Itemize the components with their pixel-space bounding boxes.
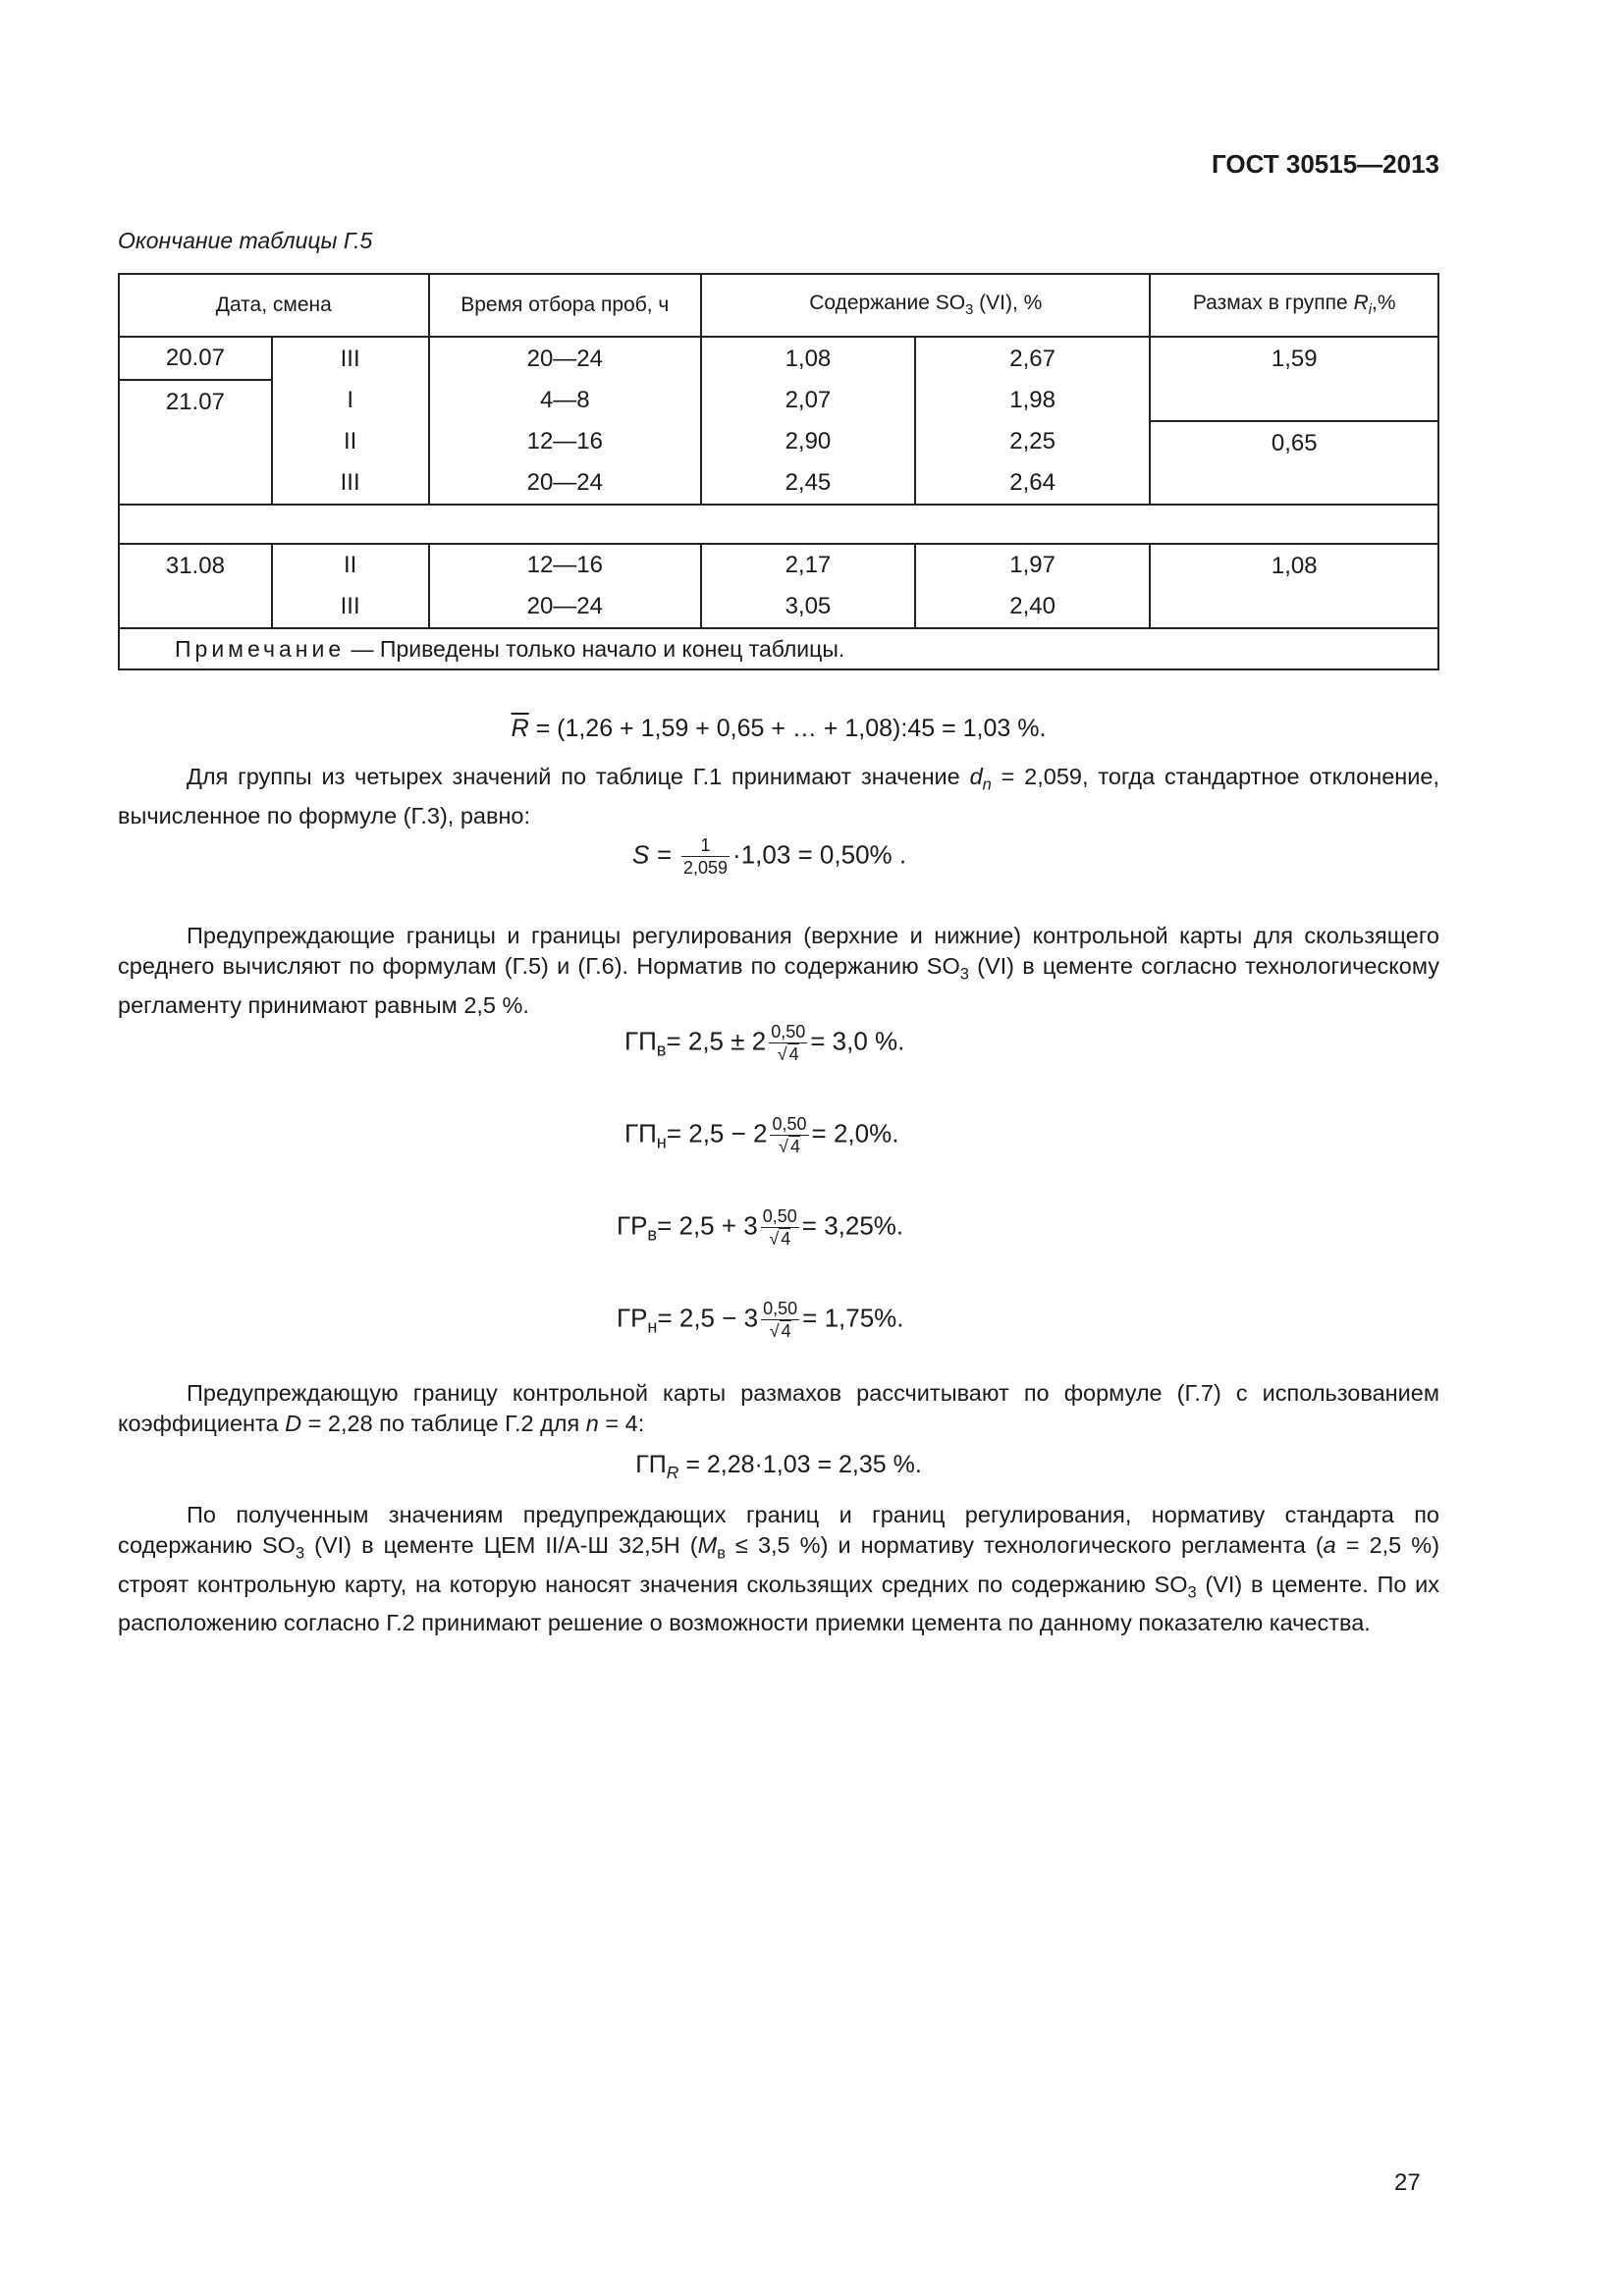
table-row [119,337,1438,380]
cell-time: 4—8 [429,380,702,421]
paragraph-dn: Для группы из четырех значений по таблице Г.1 принимают значение $d_n = 2,059$, тогда стандартное отклонение, вычисленное по формуле (Г.3), равно: [118,764,1440,828]
cell-value: 1,08 [701,337,915,380]
cell-time: 12—16 [429,544,702,586]
cell-shift: III [272,462,429,505]
cell-shift: III [272,586,429,628]
cell-range: 1,59 [1150,337,1438,421]
header-content: Содержание $SO_3$ (VI), % [701,274,1150,337]
formula-gp-lower: $ГП_н= 2,5 - 2$ $\frac{0,50}{√ 4}$ = 2,0%. [624,1114,899,1156]
table-gap-row [119,505,1438,544]
cell-value: 2,17 [701,544,915,586]
paragraph-range-limit: Предупреждающую границу контрольной карты размахов рассчитывают по формуле (Г.7) с использованием коэффициента D = 2,28 по таблице Г.2 для n = 4: [118,1380,1439,1436]
cell-value: 2,25 [915,421,1151,462]
formula-gp-r: $ГП_R = 2,28\cdot 1,03 = 2,35$ %. [635,1451,922,1482]
page-number: 27 [1394,2169,1421,2196]
cell-time: 12—16 [429,421,702,462]
cell-time: 20—24 [429,337,702,380]
formula-r-mean: $\overline{R} = (1,26 + 1,59 + 0,65$ + … + 1,08):45 = 1,03 %. [511,715,1047,742]
cell-range: 0,65 [1150,421,1438,505]
header-date-shift: Дата, смена [119,274,429,337]
paragraph-conclusion: По полученным значениям предупреждающих границ и границ регулирования, нормативу стандарта по содержанию $SO_3$ (VI) в цементе ЦЕМ II/А-Ш 32,5Н ($M_в \le 3,5$ %) и нормативу технологического регламента (a = 2,5 %) строят контрольную карту, на которую наносят значения скользящих средних по содержанию $SO_3$ (VI) в цементе. По их расположению согласно Г.2 принимают решение о возможности приемки цемента по данному показателю качества. [118,1502,1440,1636]
cell-shift: III [272,337,429,380]
header-time: Время отбора проб, ч [429,274,702,337]
cell-date: 31.08 [119,544,272,628]
cell-value: 2,40 [915,586,1151,628]
formula-gr-upper: $ГР_в= 2,5 + 3$ $\frac{0,50}{√ 4}$ = 3,25%. [617,1206,904,1249]
cell-value: 3,05 [701,586,915,628]
table-row [119,421,1438,462]
cell-date: 20.07 [119,337,272,380]
formula-gp-upper: $ГП_в= 2,5 \pm 2$ $\frac{0,50}{√ 4}$ = 3,0 %. [624,1022,905,1064]
gap-cell [119,505,1438,544]
table-header-row [119,274,1438,337]
cell-shift: II [272,544,429,586]
paragraph-limits: Предупреждающие границы и границы регулирования (верхние и нижние) контрольной карты для скользящего среднего вычисляют по формулам (Г.5) и (Г.6). Норматив по содержанию $SO_3$ (VI) в цементе согласно технологическому регламенту принимают равным 2,5 %. [118,923,1439,1018]
table-caption: Окончание таблицы Г.5 [118,228,373,253]
cell-range: 1,08 [1150,544,1438,628]
table-note: Примечание — Приведены только начало и конец таблицы. [119,628,1438,669]
cell-value: 2,45 [701,462,915,505]
table-row [119,544,1438,586]
data-table [118,273,1439,670]
cell-value: 2,07 [701,380,915,421]
cell-time: 20—24 [429,462,702,505]
table-note-row [119,628,1438,669]
formula-gr-lower: $ГР_н= 2,5 - 3$ $\frac{0,50}{√ 4}$ = 1,75%. [617,1299,904,1341]
document-code: ГОСТ 30515—2013 [1212,149,1439,179]
cell-value: 2,64 [915,462,1151,505]
cell-shift: II [272,421,429,462]
header-range: Размах в группе $R_i,\%$ [1150,274,1438,337]
cell-time: 20—24 [429,586,702,628]
cell-value: 2,90 [701,421,915,462]
cell-date: 21.07 [119,380,272,505]
cell-value: 2,67 [915,337,1151,380]
cell-shift: I [272,380,429,421]
cell-value: 1,98 [915,380,1151,421]
cell-value: 1,97 [915,544,1151,586]
formula-s: S = $\frac{1}{2,059}$ ·1,03 = 0,50% . [632,835,907,878]
